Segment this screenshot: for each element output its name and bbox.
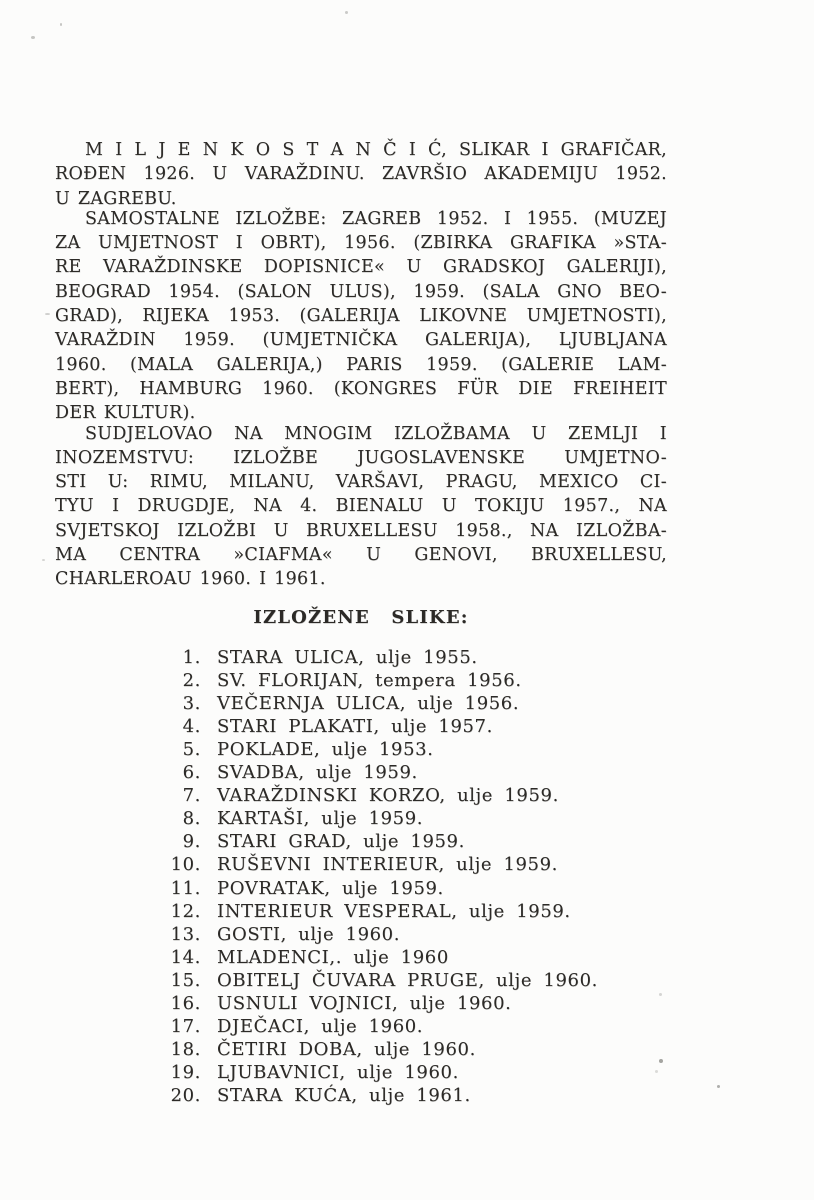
work-title: POVRATAK, ulje 1959. <box>217 877 444 899</box>
page-text-column <box>55 138 667 1108</box>
work-title: RUŠEVNI INTERIEUR, ulje 1959. <box>217 854 558 876</box>
work-number: 15. <box>170 969 201 991</box>
work-list-item <box>163 946 667 969</box>
work-number: 16. <box>170 993 201 1015</box>
text-line: INOZEMSTVU: IZLOŽBE JUGOSLAVENSKE UMJETNO- <box>55 447 667 468</box>
work-list-item <box>163 923 667 946</box>
work-list-item <box>163 807 667 830</box>
work-list-item <box>163 1015 667 1038</box>
work-list-item <box>163 877 667 900</box>
work-number: 13. <box>170 923 201 945</box>
work-list-item <box>163 969 667 992</box>
work-number: 4. <box>182 715 201 737</box>
work-list-item <box>163 646 667 669</box>
work-title: OBITELJ ČUVARA PRUGE, ulje 1960. <box>217 969 598 991</box>
work-number: 20. <box>170 1085 201 1107</box>
work-title: LJUBAVNICI, ulje 1960. <box>217 1062 459 1084</box>
text-line: RE VARAŽDINSKE DOPISNICE« U GRADSKOJ GALERIJI), <box>55 257 667 278</box>
text-line: STI U: RIMU, MILANU, VARŠAVI, PRAGU, MEXICO CI- <box>55 472 667 493</box>
text-line: CHARLEROAU 1960. I 1961. <box>55 569 326 590</box>
work-list-item <box>163 784 667 807</box>
work-title: DJEČACI, ulje 1960. <box>217 1016 424 1038</box>
text-line: ROĐEN 1926. U VARAŽDINU. ZAVRŠIO AKADEMIJU 1952. <box>55 164 667 185</box>
work-title: STARA ULICA, ulje 1955. <box>217 646 478 668</box>
work-list-item <box>163 992 667 1015</box>
work-number: 14. <box>170 946 201 968</box>
text-line: SUDJELOVAO NA MNOGIM IZLOŽBAMA U ZEMLJI I <box>85 423 667 444</box>
work-list-item <box>163 715 667 738</box>
work-title: STARI GRAD, ulje 1959. <box>217 831 465 853</box>
text-line: GRAD), RIJEKA 1953. (GALERIJA LIKOVNE UMJETNOSTI), <box>55 306 667 327</box>
work-title: STARI PLAKATI, ulje 1957. <box>217 715 493 737</box>
text-line: 1960. (MALA GALERIJA,) PARIS 1959. (GALERIE LAM- <box>55 354 667 375</box>
work-number: 7. <box>182 785 201 807</box>
work-title: VARAŽDINSKI KORZO, ulje 1959. <box>217 785 559 807</box>
work-list-item <box>163 738 667 761</box>
scan-speck <box>345 11 348 14</box>
work-title: USNULI VOJNICI, ulje 1960. <box>217 993 512 1015</box>
work-number: 18. <box>170 1039 201 1061</box>
work-list-item <box>163 761 667 784</box>
text-line: TYU I DRUGDJE, NA 4. BIENALU U TOKIJU 1957., NA <box>55 496 667 517</box>
work-title: MLADENCI,. ulje 1960 <box>217 946 449 968</box>
work-list-item <box>163 1061 667 1084</box>
text-line: VARAŽDIN 1959. (UMJETNIČKA GALERIJA), LJUBLJANA <box>55 330 667 351</box>
text-line: SVJETSKOJ IZLOŽBI U BRUXELLESU 1958., NA IZLOŽBA- <box>55 520 667 541</box>
work-number: 17. <box>170 1016 201 1038</box>
work-list-item <box>163 692 667 715</box>
scan-speck <box>717 1085 720 1088</box>
work-title: ČETIRI DOBA, ulje 1960. <box>217 1039 476 1061</box>
work-number: 8. <box>182 808 201 830</box>
intro-paragraph <box>55 138 667 211</box>
work-number: 12. <box>170 900 201 922</box>
exhibited-works-heading: IZLOŽENE SLIKE: <box>253 606 469 628</box>
works-list <box>55 646 667 1108</box>
text-line: DER KULTUR). <box>55 403 196 424</box>
work-list-item <box>163 830 667 853</box>
work-number: 19. <box>170 1062 201 1084</box>
work-list-item <box>163 1084 667 1107</box>
work-title: STARA KUĆA, ulje 1961. <box>217 1085 471 1107</box>
scan-speck <box>31 36 35 39</box>
scan-speck <box>42 559 45 561</box>
work-number: 11. <box>170 877 201 899</box>
text-line: M I L J E N K O S T A N Č I Ć, SLIKAR I GRAFIČAR, <box>85 140 667 160</box>
work-list-item <box>163 853 667 876</box>
work-number: 5. <box>182 739 201 761</box>
work-number: 1. <box>182 646 201 668</box>
work-title: KARTAŠI, ulje 1959. <box>217 808 424 830</box>
work-title: SVADBA, ulje 1959. <box>217 762 418 784</box>
work-title: INTERIEUR VESPERAL, ulje 1959. <box>217 900 571 922</box>
work-title: VEČERNJA ULICA, ulje 1956. <box>217 692 520 714</box>
work-list-item <box>163 669 667 692</box>
solo-exhibitions-paragraph <box>55 207 667 426</box>
text-line: SAMOSTALNE IZLOŽBE: ZAGREB 1952. I 1955. (MUZEJ <box>85 208 667 229</box>
work-title: SV. FLORIJAN, tempera 1956. <box>217 669 522 691</box>
text-line: BEOGRAD 1954. (SALON ULUS), 1959. (SALA GNO BEO- <box>55 281 667 302</box>
work-list-item <box>163 1038 667 1061</box>
text-line: U ZAGREBU. <box>55 188 177 209</box>
work-title: POKLADE, ulje 1953. <box>217 739 434 761</box>
group-exhibitions-paragraph <box>55 422 667 592</box>
work-number: 6. <box>182 762 201 784</box>
work-title: GOSTI, ulje 1960. <box>217 923 401 945</box>
text-line: BERT), HAMBURG 1960. (KONGRES FÜR DIE FREIHEIT <box>55 378 667 399</box>
scan-speck <box>60 23 62 26</box>
scan-speck <box>45 313 50 315</box>
work-list-item <box>163 900 667 923</box>
work-number: 10. <box>170 854 201 876</box>
work-number: 3. <box>182 692 201 714</box>
text-line: MA CENTRA »CIAFMA« U GENOVI, BRUXELLESU, <box>55 545 667 566</box>
text-line: ZA UMJETNOST I OBRT), 1956. (ZBIRKA GRAFIKA »STA- <box>55 233 667 254</box>
work-number: 2. <box>182 669 201 691</box>
work-number: 9. <box>182 831 201 853</box>
